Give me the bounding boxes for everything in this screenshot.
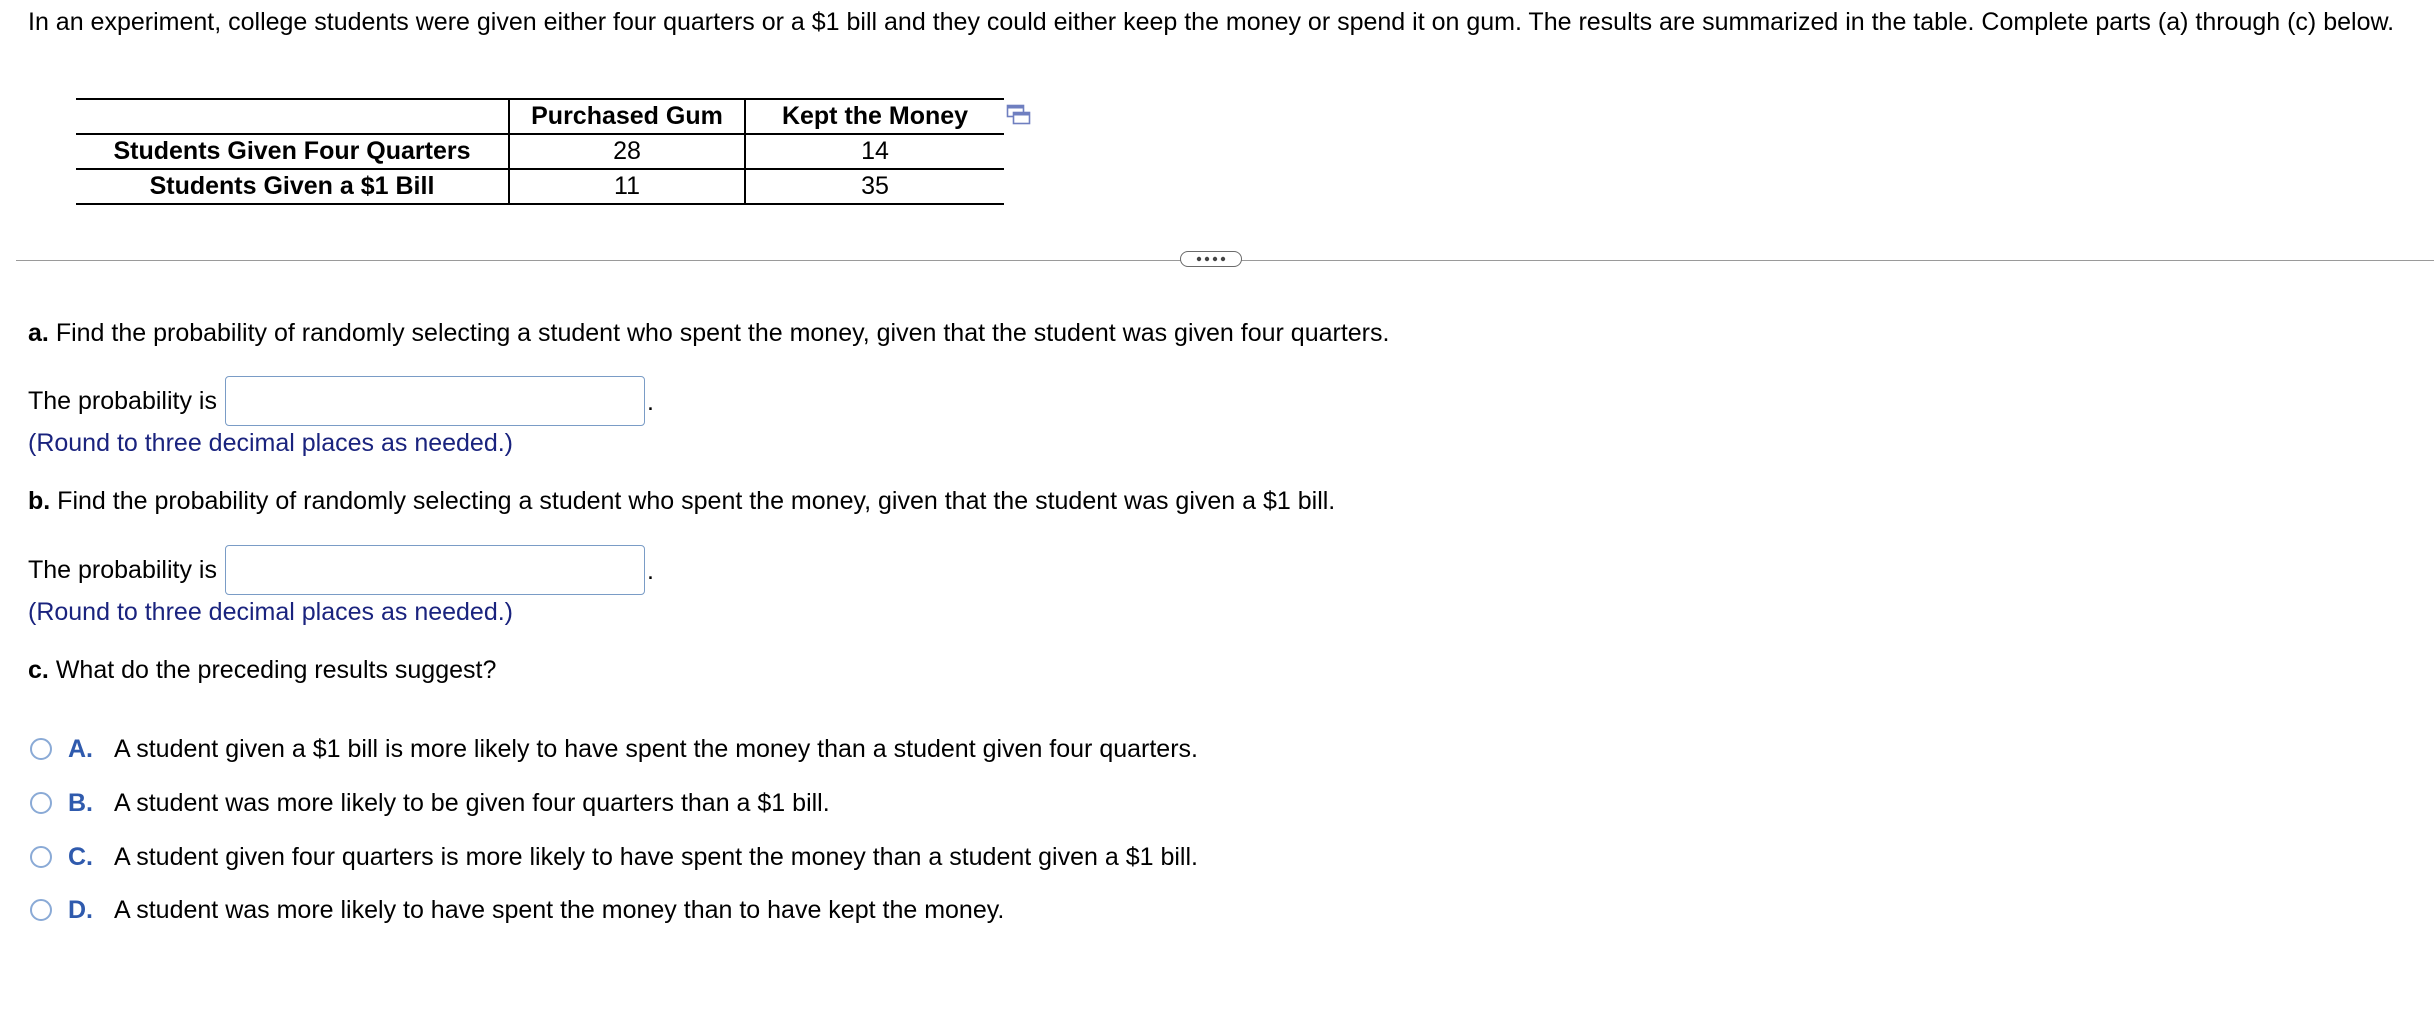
table-header-blank xyxy=(76,99,509,134)
cell-bill-kept: 35 xyxy=(745,169,1004,204)
radio-option-d[interactable] xyxy=(30,899,52,921)
question-c-letter: c. xyxy=(28,656,49,684)
answer-a-label: The probability is xyxy=(28,386,217,415)
answer-a-period: . xyxy=(646,388,654,416)
hint-a: (Round to three decimal places as needed.) xyxy=(28,429,514,457)
data-table xyxy=(76,98,1004,205)
question-c xyxy=(28,654,496,687)
cell-quarters-gum: 28 xyxy=(509,134,745,169)
option-c-letter: C. xyxy=(68,842,93,871)
expand-more-button[interactable] xyxy=(1180,251,1242,267)
option-b-letter: B. xyxy=(68,788,93,817)
cell-quarters-kept: 14 xyxy=(745,134,1004,169)
problem-intro: In an experiment, college students were given either four quarters or a $1 bill and they could either keep the money or spend it on gum. The results are summarized in the table. Complete parts (a) through (c) below. xyxy=(28,8,2395,36)
answer-a-row xyxy=(28,375,654,427)
row-label-four-quarters: Students Given Four Quarters xyxy=(76,134,509,169)
option-d[interactable] xyxy=(30,890,1004,930)
option-a-letter: A. xyxy=(68,734,93,763)
answer-a-input[interactable] xyxy=(225,376,645,426)
copy-table-icon[interactable] xyxy=(1006,104,1032,126)
answer-b-row xyxy=(28,544,654,596)
question-a-text: Find the probability of randomly selecting a student who spent the money, given that the student was given four quarters. xyxy=(55,319,1390,347)
question-b-letter: b. xyxy=(28,487,51,515)
option-c-text: A student given four quarters is more likely to have spent the money than a student given a $1 bill. xyxy=(114,842,1198,871)
question-b xyxy=(28,485,1335,518)
question-a-letter: a. xyxy=(28,319,49,347)
answer-b-period: . xyxy=(646,557,654,585)
radio-option-c[interactable] xyxy=(30,846,52,868)
table-header-kept-money: Kept the Money xyxy=(745,99,1004,134)
table-row xyxy=(76,134,1004,169)
option-b-text: A student was more likely to be given four quarters than a $1 bill. xyxy=(114,788,830,817)
row-label-dollar-bill: Students Given a $1 Bill xyxy=(76,169,509,204)
radio-option-a[interactable] xyxy=(30,738,52,760)
answer-b-label: The probability is xyxy=(28,555,217,584)
option-b[interactable] xyxy=(30,783,830,823)
option-a[interactable] xyxy=(30,729,1198,769)
question-c-text: What do the preceding results suggest? xyxy=(55,656,497,684)
option-a-text: A student given a $1 bill is more likely to have spent the money than a student given four quarters. xyxy=(114,734,1198,763)
answer-b-input[interactable] xyxy=(225,545,645,595)
table-header-row xyxy=(76,99,1004,134)
radio-option-b[interactable] xyxy=(30,792,52,814)
question-b-text: Find the probability of randomly selecting a student who spent the money, given that the student was given a $1 bill. xyxy=(57,487,1336,515)
option-d-text: A student was more likely to have spent the money than to have kept the money. xyxy=(114,895,1005,924)
cell-bill-gum: 11 xyxy=(509,169,745,204)
option-d-letter: D. xyxy=(68,895,93,924)
ellipsis-icon xyxy=(1194,256,1228,262)
hint-b: (Round to three decimal places as needed.) xyxy=(28,598,514,626)
question-a xyxy=(28,317,1389,350)
table-header-purchased-gum: Purchased Gum xyxy=(509,99,745,134)
option-c[interactable] xyxy=(30,837,1198,877)
table-row xyxy=(76,169,1004,204)
